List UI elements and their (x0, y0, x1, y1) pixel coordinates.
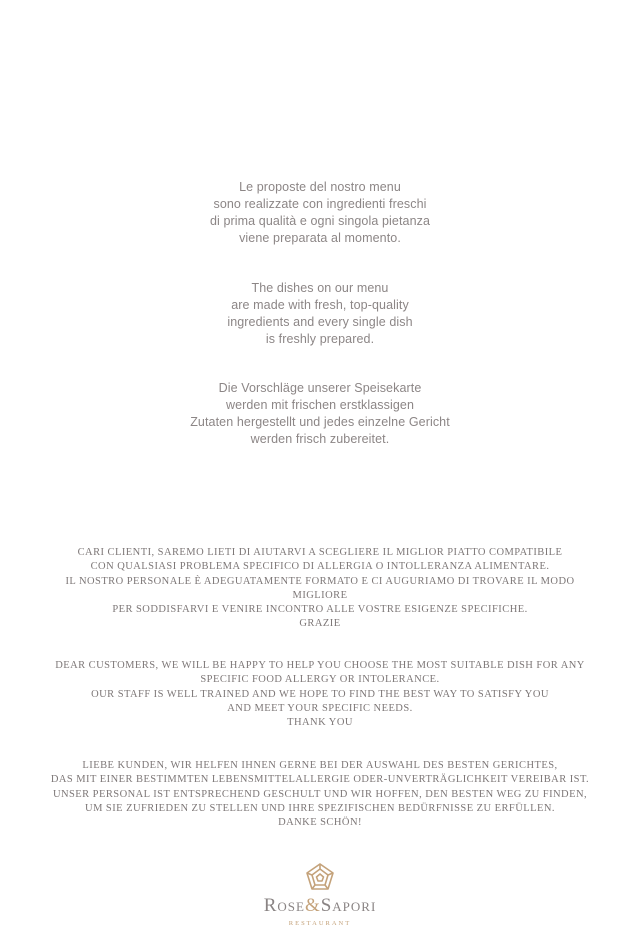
intro-line: The dishes on our menu (251, 281, 389, 295)
intro-line: Zutaten hergestellt und jedes einzelne Gericht (190, 415, 450, 429)
notice-line: UNSER PERSONAL IST ENTSPRECHEND GESCHULT UND WIR HOFFEN, DEN BESTEN WEG ZU FINDEN, (52, 788, 588, 800)
notice-line: DEAR CUSTOMERS, WE WILL BE HAPPY TO HELP YOU CHOOSE THE MOST SUITABLE DISH FOR ANY (55, 660, 585, 671)
intro-line: werden mit frischen erstklassigen (225, 398, 415, 412)
notice-line: DANKE SCHÖN! (278, 817, 362, 829)
intro-line: are made with fresh, top-quality (231, 298, 409, 312)
notice-line: GRAZIE (299, 618, 341, 630)
restaurant-logo (0, 862, 640, 927)
notice-line: DAS MIT EINER BESTIMMTEN LEBENSMITTELALLERGIE ODER-UNVERTRÄGLICHKEIT VEREIBAR IST. (50, 774, 590, 786)
allergy-notice-italian (0, 546, 640, 632)
notice-line: UM SIE ZUFRIEDEN ZU STELLEN UND IHRE SPEZIFISCHEN BEDÜRFNISSE ZU ERFÜLLEN. (85, 802, 555, 814)
notice-line: CON QUALSIASI PROBLEMA SPECIFICO DI ALLERGIA O INTOLLERANZA ALIMENTARE. (90, 561, 550, 573)
intro-line: Die Vorschläge unserer Speisekarte (218, 381, 422, 395)
intro-line: is freshly prepared. (265, 332, 375, 346)
brand-name: ROSE&SAPORI (263, 895, 377, 916)
rose-icon (304, 862, 336, 892)
intro-line: viene preparata al momento. (239, 231, 401, 245)
brand-subtitle: RESTAURANT (288, 920, 352, 927)
intro-italian (0, 179, 640, 247)
intro-line: Le proposte del nostro menu (239, 180, 401, 194)
notice-line: OUR STAFF IS WELL TRAINED AND WE HOPE TO FIND THE BEST WAY TO SATISFY YOU (91, 688, 549, 700)
notice-line: SPECIFIC FOOD ALLERGY OR INTOLERANCE. (200, 674, 440, 686)
notice-line: IL NOSTRO PERSONALE È ADEGUATAMENTE FORMATO E CI AUGURIAMO DI TROVARE IL MODO (65, 575, 575, 587)
notice-line: LIEBE KUNDEN, WIR HELFEN IHNEN GERNE BEI DER AUSWAHL DES BESTEN GERICHTES, (82, 760, 558, 771)
intro-line: di prima qualità e ogni singola pietanza (209, 214, 431, 228)
notice-line: THANK YOU (287, 717, 353, 729)
allergy-notice-english (0, 659, 640, 730)
intro-line: ingredients and every single dish (227, 315, 413, 329)
notice-line: CARI CLIENTI, SAREMO LIETI DI AIUTARVI A SCEGLIERE IL MIGLIOR PIATTO COMPATIBILE (77, 547, 563, 558)
notice-line: PER SODDISFARVI E VENIRE INCONTRO ALLE VOSTRE ESIGENZE SPECIFICHE. (112, 604, 528, 616)
intro-english (0, 280, 640, 348)
notice-line: MIGLIORE (292, 589, 348, 601)
intro-german (0, 380, 640, 448)
intro-line: werden frisch zubereitet. (250, 432, 390, 446)
allergy-notice-german (0, 759, 640, 830)
intro-line: sono realizzate con ingredienti freschi (213, 197, 427, 211)
notice-line: AND MEET YOUR SPECIFIC NEEDS. (227, 702, 413, 714)
